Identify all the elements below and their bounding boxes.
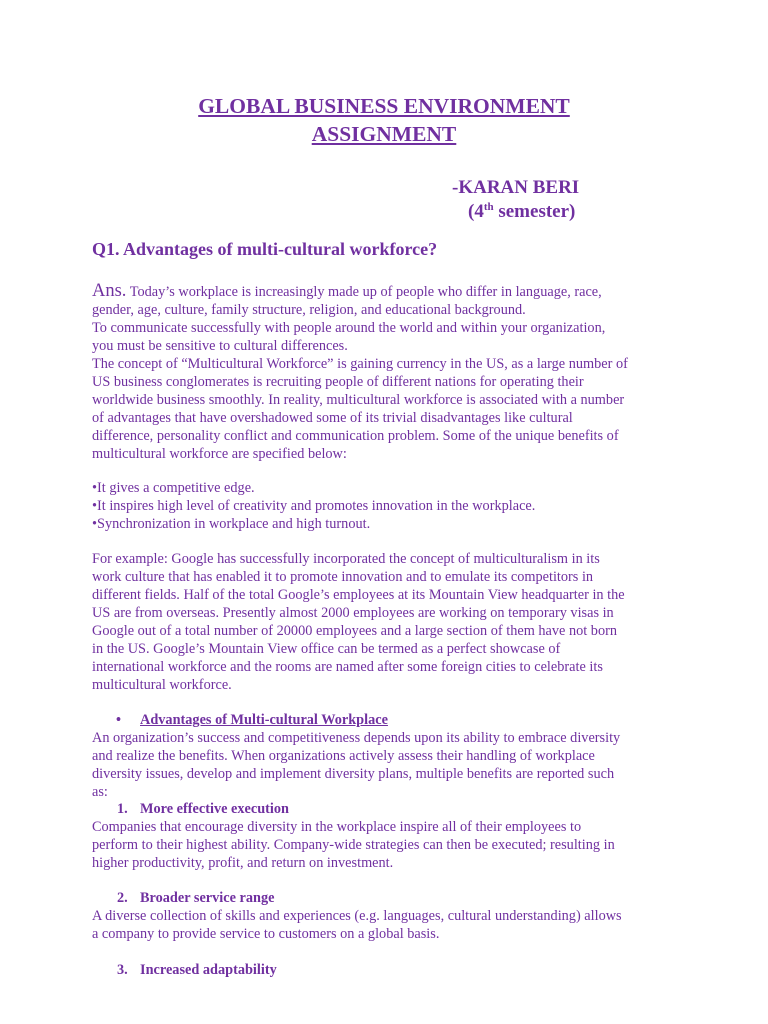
example-line: work culture that has enabled it to promote innovation and to emulate its competitors in xyxy=(92,569,594,585)
answer-label: Ans. xyxy=(92,281,127,301)
item-paragraph-2 xyxy=(92,907,684,943)
semester-superscript: th xyxy=(483,201,494,213)
semester-label xyxy=(468,200,579,224)
answer-paragraph xyxy=(92,282,684,463)
bullet-item: •It gives a competitive edge. xyxy=(92,480,255,496)
item-heading: More effective execution xyxy=(140,801,289,817)
answer-line: To communicate successfully with people around the world and within your organization, xyxy=(92,320,606,336)
bullet-item: •It inspires high level of creativity and promotes innovation in the workplace. xyxy=(92,498,536,514)
item-number: 1. xyxy=(117,801,128,817)
answer-line: you must be sensitive to cultural differences. xyxy=(92,338,348,354)
item-number: 2. xyxy=(117,890,128,906)
intro-line: An organization’s success and competitiveness depends upon its ability to embrace diversity xyxy=(92,730,621,746)
advantages-intro-paragraph xyxy=(92,729,684,801)
answer-line-text: Today’s workplace is increasingly made up of people who differ in language, race, xyxy=(126,284,602,300)
example-line: different fields. Half of the total Google’s employees at its Mountain View headquarter in the xyxy=(92,587,625,603)
item-heading: Increased adaptability xyxy=(140,962,277,978)
item-line: A diverse collection of skills and experiences (e.g. languages, cultural understanding) allows xyxy=(92,908,622,924)
document-title xyxy=(0,92,768,148)
example-line: For example: Google has successfully incorporated the concept of multiculturalism in its xyxy=(92,551,600,567)
example-line: international workforce and the rooms are named after some foreign cities to celebrate its xyxy=(92,659,603,675)
benefit-bullet-list xyxy=(92,479,684,533)
numbered-heading-1 xyxy=(117,800,289,818)
answer-line: worldwide business smoothly. In reality, multicultural workforce is associated with a number xyxy=(92,392,625,408)
example-line: US are from overseas. Presently almost 2000 employees are working on temporary visas in xyxy=(92,605,614,621)
answer-line: of advantages that have overshadowed some of its trivial disadvantages like cultural xyxy=(92,410,573,426)
numbered-heading-3 xyxy=(117,961,277,979)
bullet-item: •Synchronization in workplace and high turnout. xyxy=(92,516,371,532)
example-paragraph xyxy=(92,550,684,694)
answer-line: gender, age, culture, family structure, religion, and educational background. xyxy=(92,302,526,318)
author-name: -KARAN BERI xyxy=(452,177,580,198)
intro-line: as: xyxy=(92,784,108,800)
example-line: multicultural workforce. xyxy=(92,677,232,693)
example-line: Google out of a total number of 20000 employees and a large section of them have not born xyxy=(92,623,618,639)
title-line-2: ASSIGNMENT xyxy=(311,122,457,146)
answer-line: difference, personality conflict and communication problem. Some of the unique benefits of xyxy=(92,428,619,444)
section-heading-text: Advantages of Multi-cultural Workplace xyxy=(140,712,388,728)
item-heading: Broader service range xyxy=(140,890,275,906)
numbered-heading-2 xyxy=(117,889,274,907)
item-number: 3. xyxy=(117,962,128,978)
intro-line: diversity issues, develop and implement diversity plans, multiple benefits are reported such xyxy=(92,766,615,782)
item-line: higher productivity, profit, and return on investment. xyxy=(92,855,394,871)
answer-line: The concept of “Multicultural Workforce” is gaining currency in the US, as a large number of xyxy=(92,356,628,372)
item-paragraph-1 xyxy=(92,818,684,872)
title-line-1: GLOBAL BUSINESS ENVIRONMENT xyxy=(198,94,570,118)
answer-line-1 xyxy=(92,282,684,301)
semester-suffix: semester) xyxy=(493,201,576,222)
semester-prefix: (4 xyxy=(468,201,484,222)
item-line: a company to provide service to customers on a global basis. xyxy=(92,926,440,942)
advantages-section-heading xyxy=(118,711,388,729)
item-line: perform to their highest ability. Company-wide strategies can then be executed; resulting in xyxy=(92,837,615,853)
answer-line: multicultural workforce are specified below: xyxy=(92,446,347,462)
author-block xyxy=(452,176,579,224)
example-line: in the US. Google’s Mountain View office can be termed as a perfect showcase of xyxy=(92,641,561,657)
item-line: Companies that encourage diversity in the workplace inspire all of their employees to xyxy=(92,819,582,835)
question-heading: Q1. Advantages of multi-cultural workforce? xyxy=(92,239,438,259)
section-bullet: • xyxy=(116,712,122,728)
answer-line: US business conglomerates is recruiting people of different nations for operating their xyxy=(92,374,584,390)
intro-line: and realize the benefits. When organizations actively assess their handling of workplace xyxy=(92,748,595,764)
